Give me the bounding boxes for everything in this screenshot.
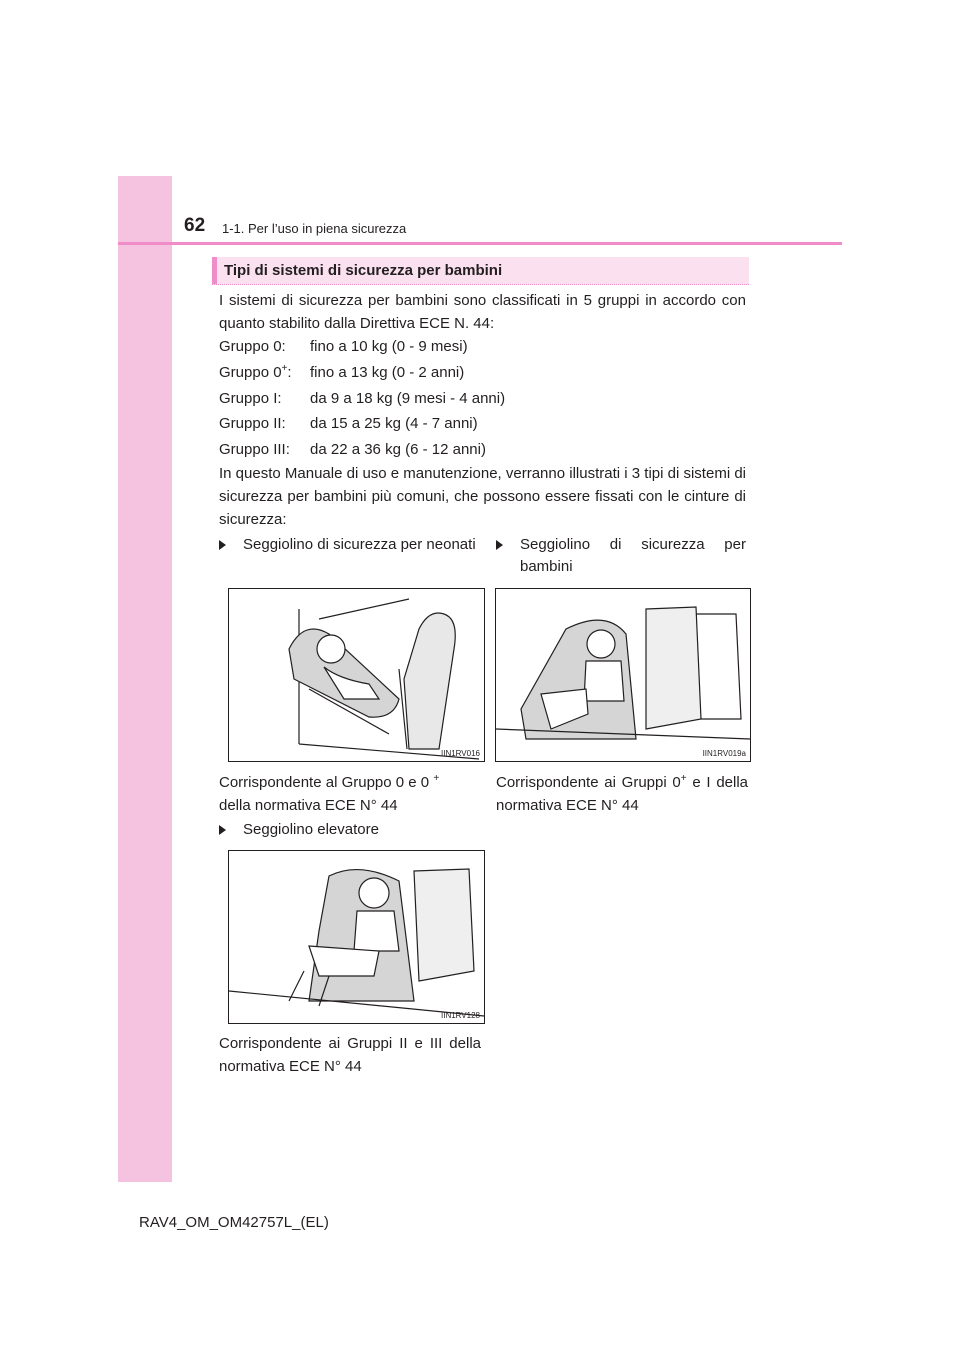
seat-title-infant: Seggiolino di sicurezza per neonati	[219, 534, 484, 556]
group-desc: da 15 a 25 kg (4 - 7 anni)	[310, 415, 478, 432]
group-label: Gruppo 0+:	[219, 363, 292, 381]
group-label: Gruppo 0:	[219, 338, 286, 355]
group-desc: da 22 a 36 kg (6 - 12 anni)	[310, 441, 486, 458]
triangle-bullet-icon	[496, 540, 503, 550]
group-superscript: +	[281, 363, 288, 374]
group-row	[219, 414, 478, 434]
group-row	[219, 363, 464, 383]
section-heading	[212, 257, 749, 285]
figure-code: IIN1RV016	[441, 749, 480, 758]
infant-seat-drawing	[229, 589, 484, 761]
group-row	[219, 389, 505, 409]
booster-seat-illustration	[228, 850, 485, 1024]
group-desc: fino a 10 kg (0 - 9 mesi)	[310, 338, 468, 355]
group-desc: da 9 a 18 kg (9 mesi - 4 anni)	[310, 390, 506, 407]
footer-code: RAV4_OM_OM42757L_(EL)	[139, 1214, 329, 1231]
child-seat-drawing	[496, 589, 750, 761]
infant-seat-illustration	[228, 588, 485, 762]
booster-seat-drawing	[229, 851, 484, 1023]
seat-title-child: Seggiolino di sicurezza per bambini	[496, 534, 746, 578]
chapter-sidebar	[118, 176, 172, 1182]
child-seat-caption: Corrispondente ai Gruppi 0+ e I della normativa ECE N° 44	[496, 773, 749, 814]
group-desc: fino a 13 kg (0 - 2 anni)	[310, 364, 465, 381]
triangle-bullet-icon	[219, 825, 226, 835]
infant-seat-caption: Corrispondente al Gruppo 0 e 0 + della normativa ECE N° 44	[219, 773, 440, 814]
header-rule	[118, 242, 842, 245]
booster-seat-caption: Corrispondente ai Gruppi II e III della normativa ECE N° 44	[219, 1035, 481, 1075]
figure-code: IIN1RV128	[441, 1011, 480, 1020]
group-row	[219, 440, 486, 460]
figure-code: IIN1RV019a	[702, 749, 746, 758]
child-seat-illustration	[495, 588, 751, 762]
group-label: Gruppo II:	[219, 415, 286, 432]
group-label: Gruppo I:	[219, 390, 282, 407]
caption-superscript: +	[680, 773, 687, 784]
heading-accent	[212, 257, 217, 284]
caption-superscript: +	[433, 773, 440, 784]
triangle-bullet-icon	[219, 540, 226, 550]
section-heading-text: Tipi di sistemi di sicurezza per bambini	[224, 262, 503, 279]
seat-title-booster: Seggiolino elevatore	[219, 819, 484, 841]
group-label: Gruppo III:	[219, 441, 290, 458]
page-number: 62	[184, 215, 206, 236]
intro-paragraph: I sistemi di sicurezza per bambini sono classificati in 5 gruppi in accordo con quanto stabilito dalla Direttiva ECE N. 44:	[219, 292, 746, 332]
group-row	[219, 337, 468, 357]
outro-paragraph: In questo Manuale di uso e manutenzione, verranno illustrati i 3 tipi di sistemi di sicurezza per bambini più comuni, che possono essere fissati con le cinture di sicurezza:	[219, 465, 746, 528]
section-title: 1-1. Per l’uso in piena sicurezza	[222, 221, 407, 236]
